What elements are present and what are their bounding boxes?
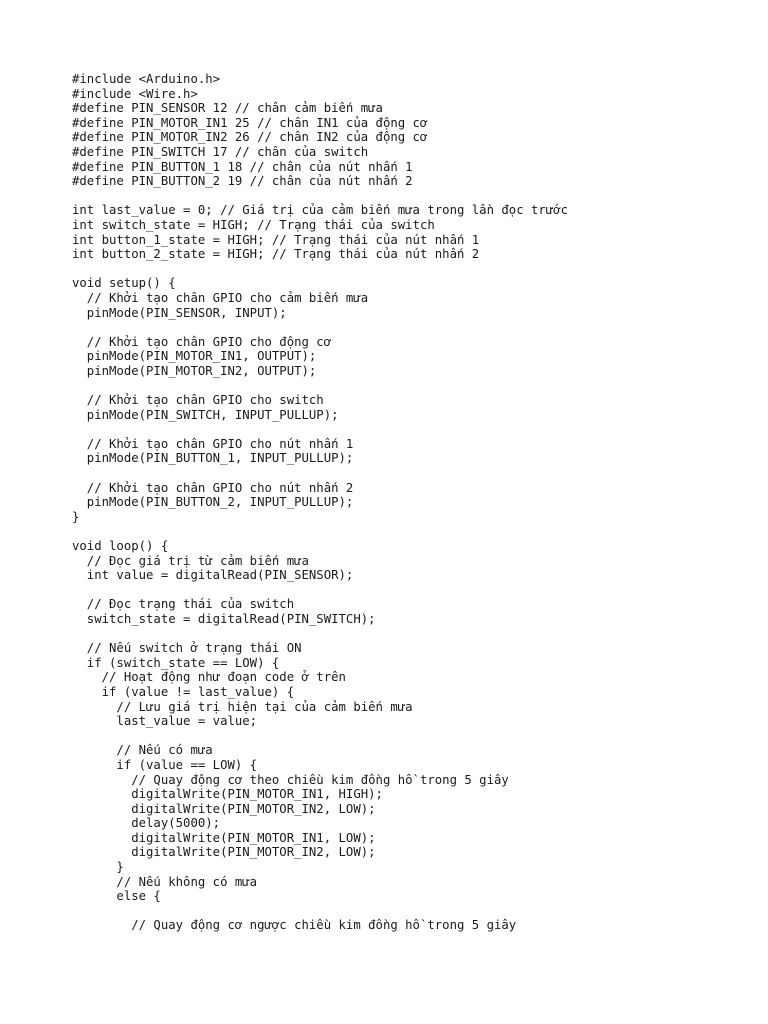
code-line: int button_1_state = HIGH; // Trạng thái của nút nhấn 1: [72, 232, 480, 247]
code-block: [72, 72, 742, 933]
code-line: [72, 627, 742, 642]
code-line: // Khởi tạo chân GPIO cho cảm biến mưa: [72, 290, 369, 305]
code-line: [72, 422, 742, 437]
code-line: digitalWrite(PIN_MOTOR_IN1, HIGH);: [72, 787, 383, 802]
code-line: #define PIN_SENSOR 12 // chân cảm biến mưa: [72, 101, 383, 116]
code-line: [72, 466, 742, 481]
code-line: [72, 729, 742, 744]
code-line: [72, 189, 742, 204]
code-line: [72, 262, 742, 277]
code-line: [72, 904, 742, 919]
code-line: // Khởi tạo chân GPIO cho nút nhấn 2: [72, 480, 354, 495]
code-line: int switch_state = HIGH; // Trạng thái của switch: [72, 217, 435, 232]
code-line: // Hoạt động như đoạn code ở trên: [72, 670, 346, 685]
code-line: #define PIN_BUTTON_2 19 // chân của nút nhấn 2: [72, 174, 413, 189]
code-line: pinMode(PIN_SENSOR, INPUT);: [72, 305, 287, 320]
code-line: // Khởi tạo chân GPIO cho động cơ: [72, 334, 332, 349]
code-line: void setup() {: [72, 276, 176, 291]
code-line: // Nếu có mưa: [72, 743, 213, 758]
code-line: // Lưu giá trị hiện tại của cảm biến mưa: [72, 699, 413, 714]
code-line: if (switch_state == LOW) {: [72, 655, 280, 670]
code-line: // Đọc trạng thái của switch: [72, 597, 295, 612]
code-line: #include <Arduino.h>: [72, 72, 221, 86]
code-line: #include <Wire.h>: [72, 86, 198, 101]
code-line: last_value = value;: [72, 714, 258, 729]
code-line: }: [72, 509, 80, 524]
code-line: delay(5000);: [72, 816, 221, 831]
code-line: pinMode(PIN_MOTOR_IN1, OUTPUT);: [72, 349, 317, 364]
code-line: else {: [72, 889, 161, 904]
code-line: pinMode(PIN_SWITCH, INPUT_PULLUP);: [72, 407, 339, 422]
code-line: if (value == LOW) {: [72, 757, 258, 772]
code-line: // Nếu không có mưa: [72, 874, 258, 889]
code-line: // Nếu switch ở trạng thái ON: [72, 641, 302, 656]
code-line: // Khởi tạo chân GPIO cho switch: [72, 393, 324, 408]
code-line: [72, 583, 742, 598]
code-line: digitalWrite(PIN_MOTOR_IN2, LOW);: [72, 801, 376, 816]
code-line: int last_value = 0; // Giá trị của cảm biến mưa trong lần đọc trước: [72, 203, 569, 218]
code-line: if (value != last_value) {: [72, 684, 295, 699]
code-line: // Quay động cơ ngược chiều kim đồng hồ trong 5 giây: [72, 918, 517, 933]
code-line: #define PIN_BUTTON_1 18 // chân của nút nhấn 1: [72, 159, 413, 174]
code-line: pinMode(PIN_BUTTON_2, INPUT_PULLUP);: [72, 495, 354, 510]
code-line: pinMode(PIN_BUTTON_1, INPUT_PULLUP);: [72, 451, 354, 466]
code-line: int value = digitalRead(PIN_SENSOR);: [72, 568, 354, 583]
code-line: #define PIN_MOTOR_IN1 25 // chân IN1 của động cơ: [72, 115, 428, 130]
code-line: // Khởi tạo chân GPIO cho nút nhấn 1: [72, 436, 354, 451]
code-line: void loop() {: [72, 539, 169, 553]
code-line: }: [72, 860, 124, 875]
code-line: // Đọc giá trị từ cảm biến mưa: [72, 553, 309, 568]
code-line: digitalWrite(PIN_MOTOR_IN1, LOW);: [72, 830, 376, 845]
code-line: [72, 320, 742, 335]
code-line: #define PIN_SWITCH 17 // chân của switch: [72, 144, 369, 159]
code-line: int button_2_state = HIGH; // Trạng thái của nút nhấn 2: [72, 247, 480, 262]
code-line: digitalWrite(PIN_MOTOR_IN2, LOW);: [72, 845, 376, 860]
code-line: [72, 524, 742, 539]
code-line: // Quay động cơ theo chiều kim đồng hồ trong 5 giây: [72, 772, 509, 787]
code-line: [72, 378, 742, 393]
code-line: pinMode(PIN_MOTOR_IN2, OUTPUT);: [72, 363, 317, 378]
code-line: #define PIN_MOTOR_IN2 26 // chân IN2 của động cơ: [72, 130, 428, 145]
code-line: switch_state = digitalRead(PIN_SWITCH);: [72, 611, 376, 626]
